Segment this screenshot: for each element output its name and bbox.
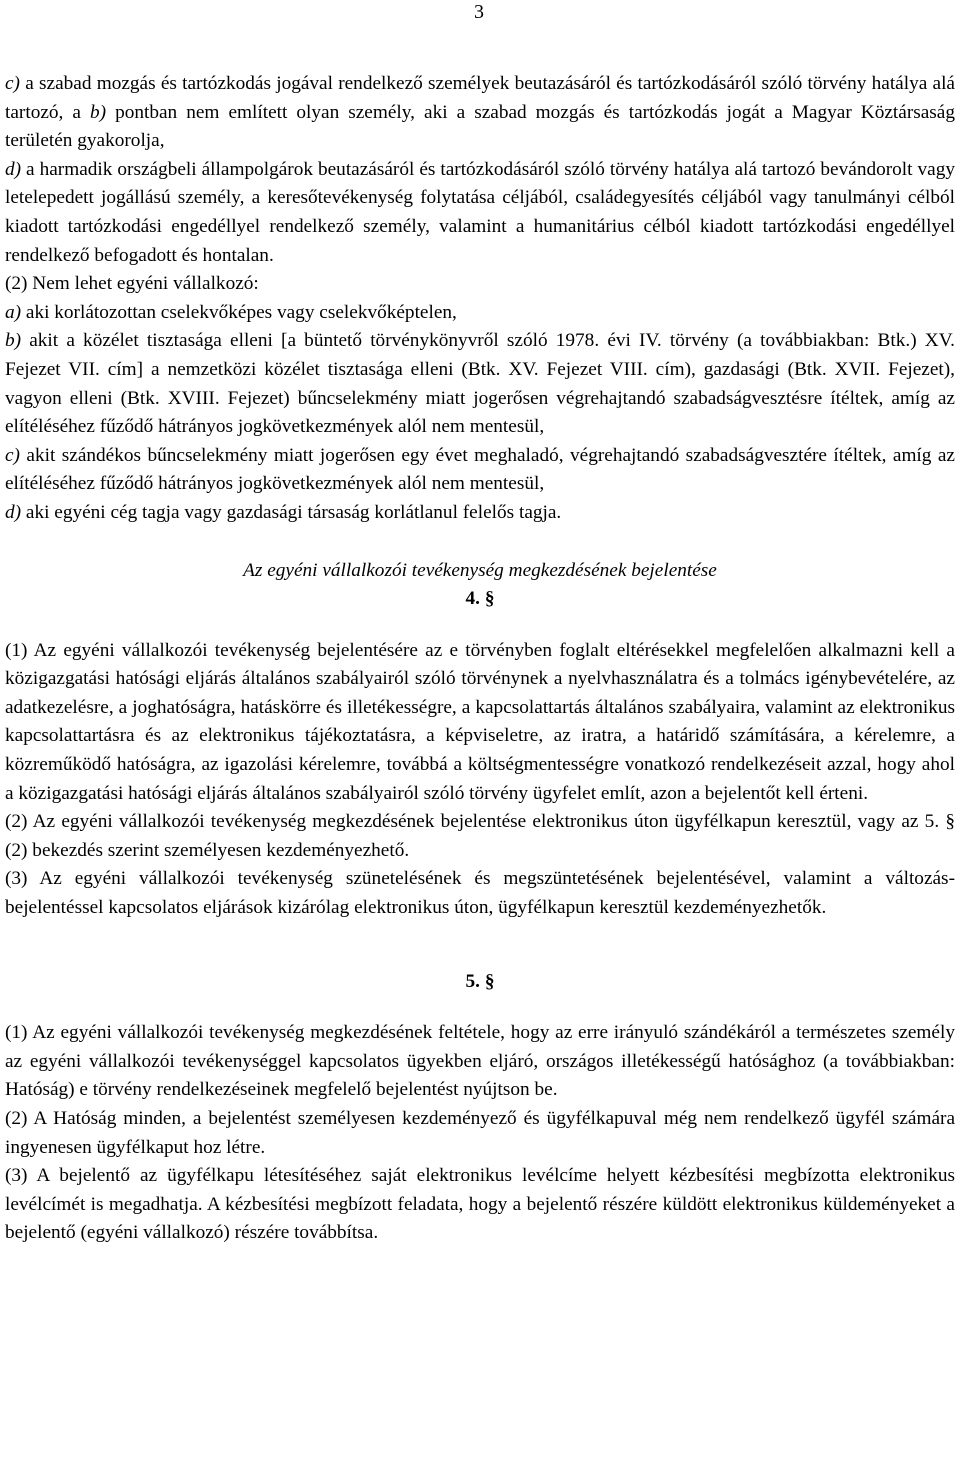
- paragraph: [5, 327, 955, 441]
- page-number: 3: [474, 1, 484, 23]
- paragraph-text: (1) Az egyéni vállalkozói tevékenység megkezdésének feltétele, hogy az erre irányuló szándékáról a természetes személy az egyéni vállalkozói tevékenységgel kapcsolatos ügyekben eljáró, országos illetékességű hatósághoz (a továbbiakban: Hatóság) e törvény rendelkezéseinek megfelelő bejelentést nyújtson be.: [5, 1022, 955, 1101]
- point-label: d): [5, 158, 22, 180]
- paragraph: [5, 1105, 955, 1162]
- paragraph: [5, 499, 955, 528]
- paragraph-text: (2) A Hatóság minden, a bejelentést személyesen kezdeményező és ügyfélkapuval még nem rendelkező ügyfél számára ingyenesen ügyfélkaput hoz létre.: [5, 1108, 955, 1158]
- paragraph-text: aki korlátozottan cselekvőképes vagy cselekvőképtelen,: [21, 301, 457, 323]
- section-number: 5. §: [465, 970, 495, 992]
- paragraph: [5, 442, 955, 499]
- paragraph: [5, 299, 955, 328]
- section-number: 4. §: [465, 588, 495, 610]
- paragraph-text: (2) Az egyéni vállalkozói tevékenység megkezdésének bejelentése elektronikus úton ügyfélkapun keresztül, vagy az 5. § (2) bekezdés szerint személyesen kezdeményezhető.: [5, 811, 955, 861]
- paragraph: [5, 808, 955, 865]
- paragraph: [5, 865, 955, 922]
- paragraph-text: pontban nem említett olyan személy, aki a szabad mozgás és tartózkodás jogát a Magyar Köztársaság területén gyakorolja,: [5, 101, 955, 152]
- paragraph-text: a szabad mozgás és tartózkodás jogával rendelkező személyek beutazásáról és tartózkodásáról szóló törvény hatálya alá tartozó, a: [5, 73, 955, 123]
- point-label: c): [5, 73, 20, 94]
- paragraph: [5, 156, 955, 270]
- paragraph: [5, 270, 955, 299]
- paragraph: [5, 1019, 955, 1105]
- paragraph-text: aki egyéni cég tagja vagy gazdasági társaság korlátlanul felelős tagja.: [21, 501, 562, 523]
- paragraph: [5, 637, 955, 809]
- point-label: b): [89, 101, 107, 123]
- point-label: a): [5, 301, 22, 323]
- point-label: c): [5, 444, 20, 466]
- point-label: b): [5, 330, 22, 352]
- paragraph: [5, 70, 955, 156]
- paragraph-text: (3) A bejelentő az ügyfélkapu létesítéséhez saját elektronikus levélcíme helyett kézbesítési megbízotta elektronikus levélcímét is megadhatja. A kézbesítési megbízott feladata, hogy a bejelentő részére küldött elektronikus küldeményeket a bejelentő (egyéni vállalkozó) részére továbbítsa.: [5, 1165, 955, 1244]
- paragraph-text: akit a közélet tisztasága elleni [a büntető törvénykönyvről szóló 1978. évi IV. törvény (a továbbiakban: Btk.) XV. Fejezet VII. cím] a nemzetközi közélet tisztasága elleni (Btk. XV. Fejezet VIII. cím), gazdasági (Btk. XVII. Fejezet), vagyon elleni (Btk. XVIII. Fejezet) bűncselekmény miatt jogerősen végrehajtandó szabadságvesztésre ítéltek, amíg az elítéléséhez fűződő hátrányos jogkövetkezmények alól nem mentesül,: [5, 330, 955, 438]
- point-label: d): [5, 501, 22, 523]
- document-body: [5, 70, 955, 1248]
- paragraph: [5, 1162, 955, 1248]
- section-title: Az egyéni vállalkozói tevékenység megkezdésének bejelentése: [243, 559, 717, 581]
- paragraph-text: a harmadik országbeli állampolgárok beutazásáról és tartózkodásáról szóló törvény hatálya alá tartozó bevándorolt vagy letelepedett jogállású személy, a keresőtevékenység folytatása céljából, családegyesítés céljából vagy tanulmányi célból kiadott tartózkodási engedéllyel rendelkező személy, valamint a humanitárius célból kiadott tartózkodási engedéllyel rendelkező befogadott és hontalan.: [5, 158, 955, 266]
- paragraph-text: akit szándékos bűncselekmény miatt jogerősen egy évet meghaladó, végrehajtandó szabadságvesztére ítéltek, amíg az elítéléséhez fűződő hátrányos jogkövetkezmények alól nem mentesül,: [5, 444, 955, 495]
- paragraph-text: (1) Az egyéni vállalkozói tevékenység bejelentésére az e törvényben foglalt eltérésekkel megfelelően alkalmazni kell a közigazgatási hatósági eljárás általános szabályairól szóló törvénynek a nyelvhasználatra és a tolmács igénybevételére, az adatkezelésre, a joghatóságra, hatáskörre és illetékességre, a kapcsolattartás általános szabályaira, valamint az elektronikus kapcsolattartásra és az elektronikus tájékoztatásra, a képviseletre, az iratra, a határidő számítására, a kérelemre, a közreműködő hatóságra, az igazolási kérelemre, továbbá a költségmentességre vonatkozó rendelkezéseit azzal, hogy ahol a közigazgatási hatósági eljárás általános szabályairól szóló törvény ügyfelet említ, azon a bejelentőt kell érteni.: [5, 639, 955, 804]
- paragraph-text: (2) Nem lehet egyéni vállalkozó:: [5, 273, 259, 295]
- paragraph-text: (3) Az egyéni vállalkozói tevékenység szünetelésének és megszüntetésének bejelentésével, valamint a változás-bejelentéssel kapcsolatos eljárások kizárólag elektronikus úton, ügyfélkapun keresztül kezdeményezhetők.: [5, 868, 955, 919]
